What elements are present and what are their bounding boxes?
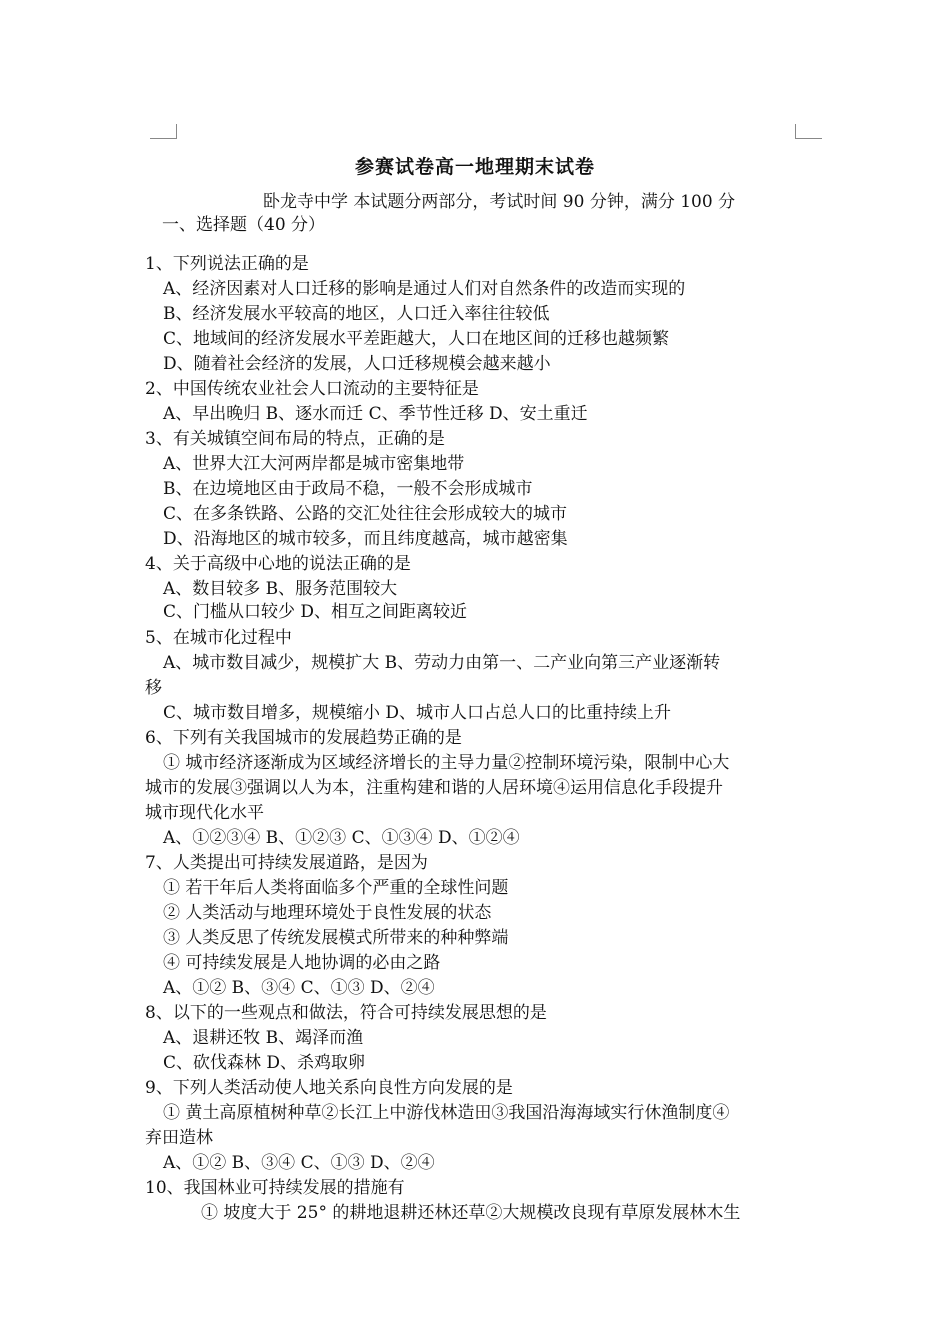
question-line: 9、下列人类活动使人地关系向良性方向发展的是 [145,1078,513,1098]
exam-info: 卧龙寺中学 本试题分两部分，考试时间 90 分钟，满分 100 分 [263,192,736,212]
question-line: 3、有关城镇空间布局的特点，正确的是 [145,429,445,449]
page-corner-mark-top-left [150,124,177,139]
option-line: B、经济发展水平较高的地区，人口迁入率往往较低 [163,304,550,324]
question-line: 弃田造林 [145,1128,213,1148]
question-line: 城市现代化水平 [145,803,264,823]
option-line: ② 人类活动与地理环境处于良性发展的状态 [163,903,492,923]
question-line: 1、下列说法正确的是 [145,254,309,274]
option-line: A、早出晚归 B、逐水而迁 C、季节性迁移 D、安土重迁 [163,404,588,424]
option-line: A、数目较多 B、服务范围较大 [163,579,398,599]
option-line: C、地域间的经济发展水平差距越大，人口在地区间的迁移也越频繁 [163,329,670,349]
option-line: A、①②③④ B、①②③ C、①③④ D、①②④ [163,828,520,848]
option-line: ① 黄土高原植树种草②长江上中游伐林造田③我国沿海海域实行休渔制度④ [163,1103,730,1123]
option-line: ① 坡度大于 25° 的耕地退耕还林还草②大规模改良现有草原发展林木生 [201,1203,741,1223]
option-line: ④ 可持续发展是人地协调的必由之路 [163,953,441,973]
option-line: B、在边境地区由于政局不稳，一般不会形成城市 [163,479,533,499]
question-line: 4、关于高级中心地的说法正确的是 [145,554,411,574]
option-line: A、世界大江大河两岸都是城市密集地带 [163,454,465,474]
option-line: C、在多条铁路、公路的交汇处往往会形成较大的城市 [163,504,568,524]
option-line: C、城市数目增多，规模缩小 D、城市人口占总人口的比重持续上升 [163,703,672,723]
option-line: A、城市数目减少，规模扩大 B、劳动力由第一、二产业向第三产业逐渐转 [163,653,721,673]
question-line: 移 [145,678,162,698]
option-line: C、砍伐森林 D、杀鸡取卵 [163,1053,366,1073]
question-line: 5、在城市化过程中 [145,628,292,648]
question-line: 8、以下的一些观点和做法，符合可持续发展思想的是 [145,1003,547,1023]
section-heading: 一、选择题（40 分） [162,215,326,235]
option-line: D、沿海地区的城市较多，而且纬度越高，城市越密集 [163,529,568,549]
option-line: ① 若干年后人类将面临多个严重的全球性问题 [163,878,509,898]
option-line: A、①② B、③④ C、①③ D、②④ [163,978,435,998]
page-corner-mark-top-right [795,124,822,139]
option-line: A、①② B、③④ C、①③ D、②④ [163,1153,435,1173]
option-line: D、随着社会经济的发展，人口迁移规模会越来越小 [163,354,551,374]
option-line: A、退耕还牧 B、竭泽而渔 [163,1028,364,1048]
option-line: ① 城市经济逐渐成为区域经济增长的主导力量②控制环境污染，限制中心大 [163,753,730,773]
question-line: 2、中国传统农业社会人口流动的主要特征是 [145,379,479,399]
question-line: 7、人类提出可持续发展道路，是因为 [145,853,428,873]
question-line: 6、下列有关我国城市的发展趋势正确的是 [145,728,462,748]
option-line: ③ 人类反思了传统发展模式所带来的种种弊端 [163,928,509,948]
option-line: C、门槛从口较少 D、相互之间距离较近 [163,602,468,622]
page-title: 参赛试卷高一地理期末试卷 [354,156,595,178]
question-line: 城市的发展③强调以人为本，注重构建和谐的人居环境④运用信息化手段提升 [145,778,723,798]
question-line: 10、我国林业可持续发展的措施有 [145,1178,405,1198]
option-line: A、经济因素对人口迁移的影响是通过人们对自然条件的改造而实现的 [163,279,686,299]
